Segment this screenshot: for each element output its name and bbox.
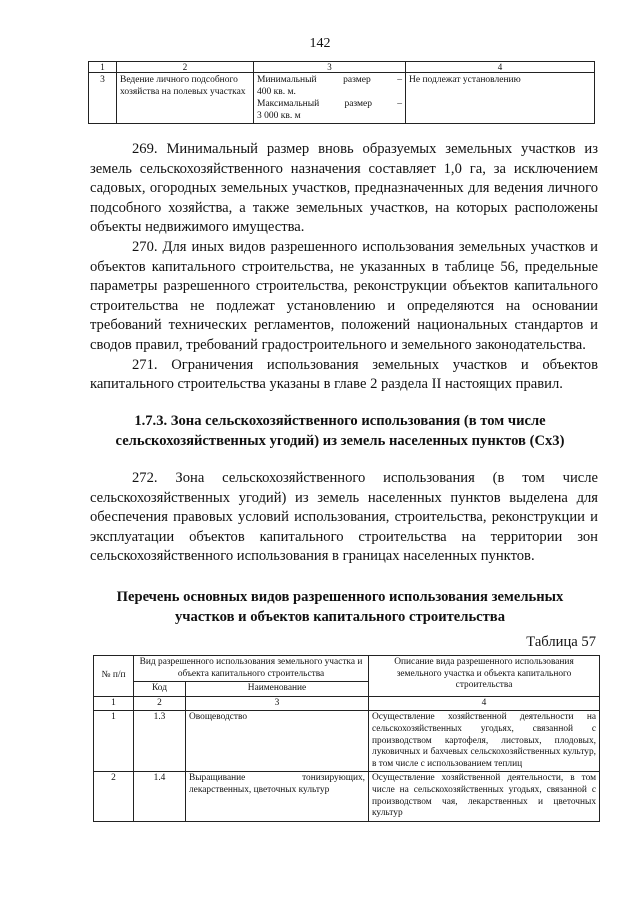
max-size-value: 3 000 кв. м <box>257 111 301 121</box>
min-label: Минимальный <box>257 75 317 85</box>
header-kind: Вид разрешенного использования земельного участка и объекта капитального строительства <box>134 656 369 682</box>
min-size-value: 400 кв. м. <box>257 87 296 97</box>
row-name: Выращивание тонизирующих, лекарственных, цветочных культур <box>186 772 369 821</box>
main-table <box>93 655 600 822</box>
header-cell: 1 <box>89 62 117 73</box>
column-number: 1 <box>94 696 134 711</box>
max-word: размер <box>344 99 373 109</box>
header-cell: 3 <box>254 62 406 73</box>
header-cell: 4 <box>406 62 595 73</box>
list-heading-line: Перечень основных видов разрешенного использования земельных <box>116 589 564 605</box>
header-code: Код <box>134 682 186 697</box>
row-number: 1 <box>94 711 134 772</box>
column-number: 4 <box>369 696 600 711</box>
table-caption: Таблица 57 <box>526 634 596 650</box>
main-table-numbering <box>94 696 600 711</box>
section-heading <box>80 411 600 451</box>
page-number: 142 <box>309 36 331 51</box>
paragraph-271: 271. Ограничения использования земельных участков и объектов капитального строительства указаны в главе 2 раздела II настоящих правил. <box>90 356 598 393</box>
min-word: размер <box>343 75 371 85</box>
row-number: 2 <box>94 772 134 821</box>
header-number: № п/п <box>94 656 134 697</box>
column-number: 3 <box>186 696 369 711</box>
paragraph-269: 269. Минимальный размер вновь образуемых земельных участков из земель сельскохозяйственного назначения составляет 1,0 га, за исключением садовых, огородных земельных участков, предназначенных для ведения личного подсобного хозяйства, а также земельных участков, на которых расположены объекты недвижимого имущества. <box>90 141 598 236</box>
section-heading-line: 1.7.3. Зона сельскохозяйственного использования (в том числе <box>134 413 546 429</box>
table-row <box>89 73 595 124</box>
continuation-table-header <box>89 62 595 73</box>
header-name: Наименование <box>186 682 369 697</box>
size-limits <box>254 73 406 124</box>
use-kind-name: Ведение личного подсобного хозяйства на полевых участках <box>117 73 254 124</box>
max-label: Максимальный <box>257 99 320 109</box>
row-name: Овощеводство <box>186 711 369 772</box>
paragraphs-269-271 <box>90 140 598 395</box>
row-code: 1.3 <box>134 711 186 772</box>
section-heading-line: сельскохозяйственных угодий) из земель населенных пунктов (Сх3) <box>115 433 565 449</box>
min-dash: – <box>397 75 402 85</box>
column-number: 2 <box>134 696 186 711</box>
max-size-line <box>257 98 402 110</box>
paragraph-272-block <box>90 469 598 567</box>
header-description: Описание вида разрешенного использования земельного участка и объекта капитального строительства <box>369 656 600 697</box>
limits-note: Не подлежат установлению <box>406 73 595 124</box>
min-size-line <box>257 74 402 86</box>
table-row <box>94 772 600 821</box>
header-cell: 2 <box>117 62 254 73</box>
row-number: 3 <box>89 73 117 124</box>
row-description: Осуществление хозяйственной деятельности на сельскохозяйственных угодьях, связанной с производством картофеля, листовых, плодовых, луковичных и бахчевых сельскохозяйственных культур, в том числе с использованием теплиц <box>369 711 600 772</box>
row-description: Осуществление хозяйственной деятельности, в том числе на сельскохозяйственных угодьях, связанной с производством чая, лекарственных и цветочных культур <box>369 772 600 821</box>
table-row <box>94 711 600 772</box>
list-heading-line: участков и объектов капитального строительства <box>175 609 505 625</box>
list-heading <box>80 587 600 627</box>
row-code: 1.4 <box>134 772 186 821</box>
max-dash: – <box>397 99 402 109</box>
paragraph-272: 272. Зона сельскохозяйственного использования (в том числе сельскохозяйственных угодий) из земель населенных пунктов выделена для обеспечения правовых условий использования, строительства, реконструкции и эксплуатации объектов капитального строительства на территории зон сельскохозяйственного использования в границах населенных пунктов. <box>90 470 598 565</box>
main-table-header <box>94 656 600 682</box>
continuation-table <box>88 61 595 124</box>
paragraph-270: 270. Для иных видов разрешенного использования земельных участков и объектов капитального строительства, не указанных в таблице 56, предельные параметры разрешенного строительства, реконструкции объектов капитального строительства не подлежат установлению и определяются на основании требований технических регламентов, положений национальных стандартов и сводов правил, требований градостроительного и земельного законодательства. <box>90 238 598 353</box>
